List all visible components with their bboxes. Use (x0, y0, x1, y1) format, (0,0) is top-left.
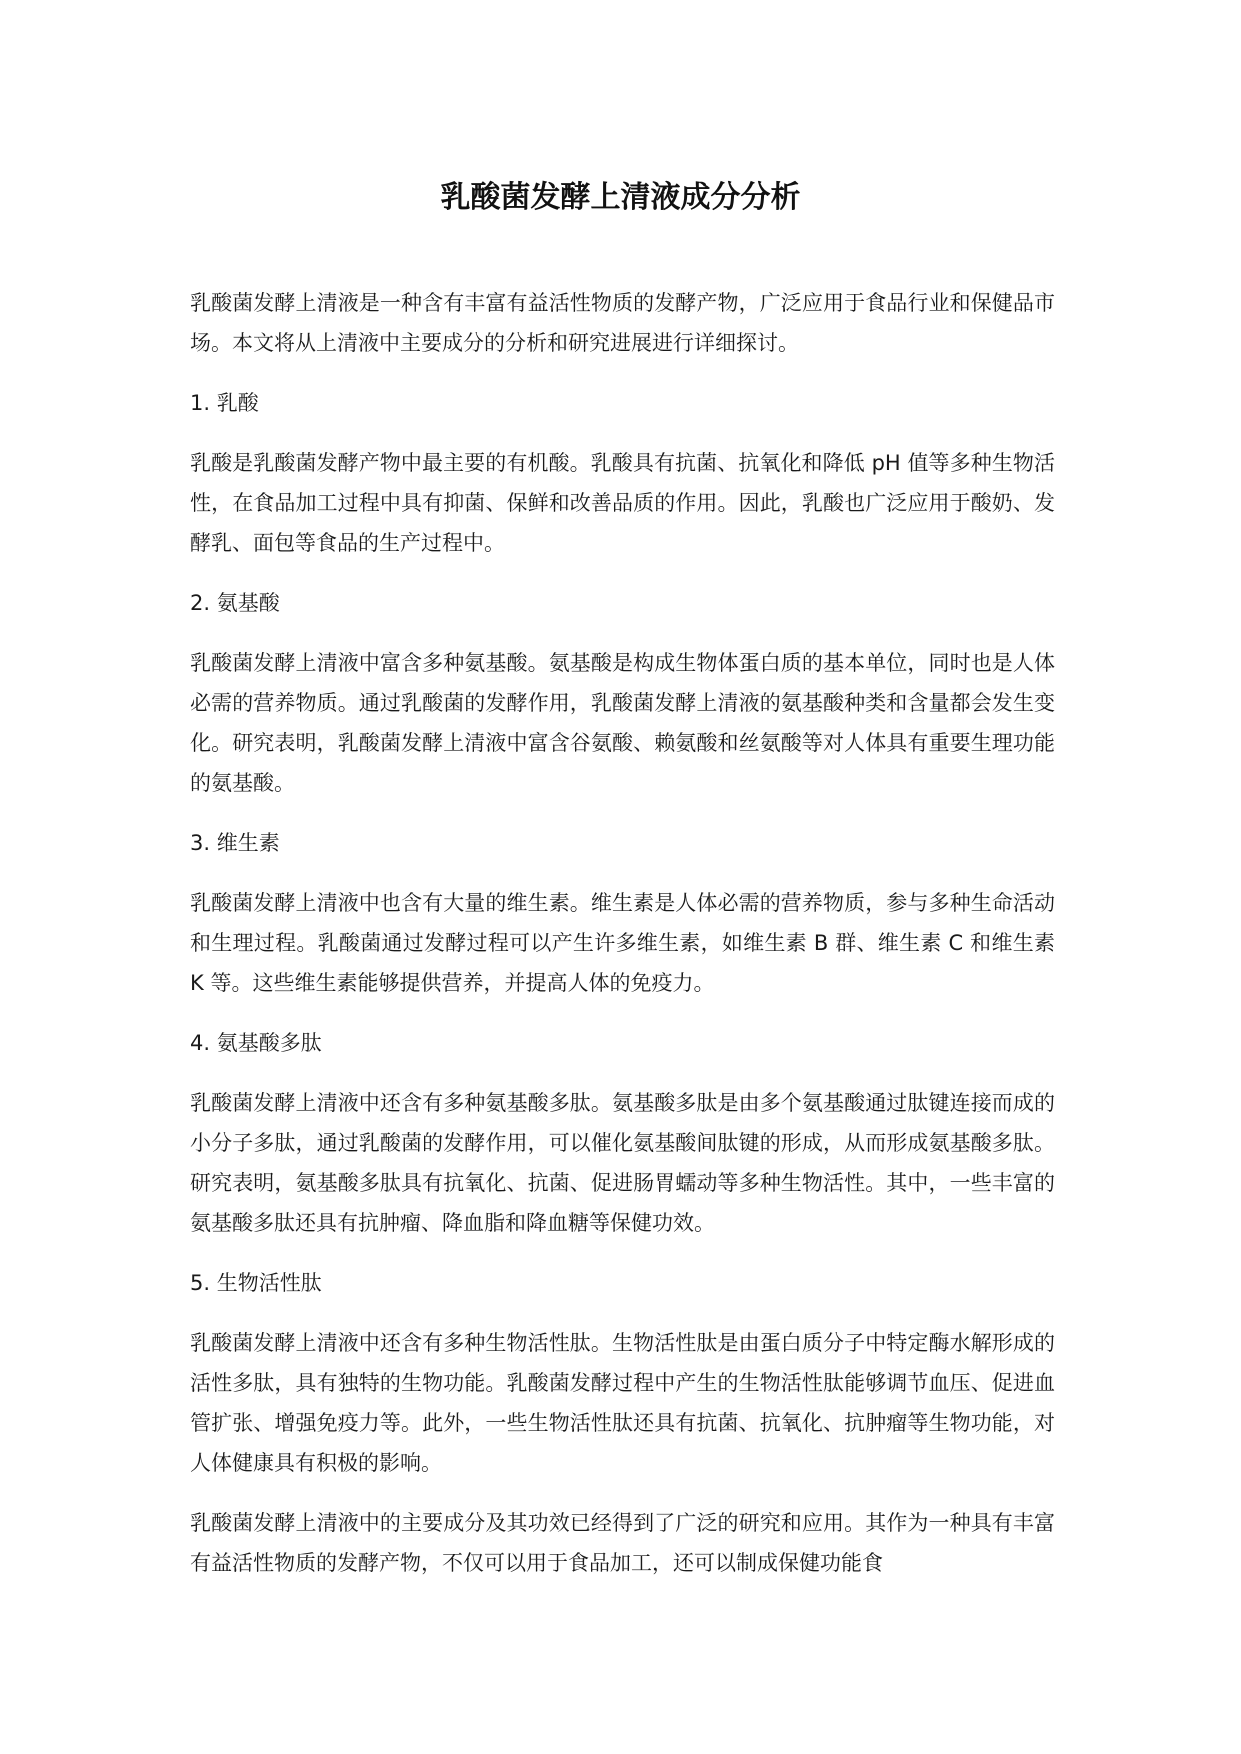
conclusion-paragraph: 乳酸菌发酵上清液中的主要成分及其功效已经得到了广泛的研究和应用。其作为一种具有丰富有益活性物质的发酵产物，不仅可以用于食品加工，还可以制成保健功能食 (190, 1511, 1055, 1575)
section-body-amino-acids: 乳酸菌发酵上清液中富含多种氨基酸。氨基酸是构成生物体蛋白质的基本单位，同时也是人体必需的营养物质。通过乳酸菌的发酵作用，乳酸菌发酵上清液的氨基酸种类和含量都会发生变化。研究表明，乳酸菌发酵上清液中富含谷氨酸、赖氨酸和丝氨酸等对人体具有重要生理功能的氨基酸。 (190, 651, 1055, 795)
section-heading-amino-acid-peptides: 4. 氨基酸多肽 (190, 1031, 322, 1055)
section-body-bioactive-peptides: 乳酸菌发酵上清液中还含有多种生物活性肽。生物活性肽是由蛋白质分子中特定酶水解形成的活性多肽，具有独特的生物功能。乳酸菌发酵过程中产生的生物活性肽能够调节血压、促进血管扩张、增强免疫力等。此外，一些生物活性肽还具有抗菌、抗氧化、抗肿瘤等生物功能，对人体健康具有积极的影响。 (190, 1331, 1055, 1475)
page-title: 乳酸菌发酵上清液成分分析 (440, 180, 801, 215)
section-heading-bioactive-peptides: 5. 生物活性肽 (190, 1271, 322, 1295)
section-body-amino-acid-peptides: 乳酸菌发酵上清液中还含有多种氨基酸多肽。氨基酸多肽是由多个氨基酸通过肽键连接而成的小分子多肽，通过乳酸菌的发酵作用，可以催化氨基酸间肽键的形成，从而形成氨基酸多肽。研究表明，氨基酸多肽具有抗氧化、抗菌、促进肠胃蠕动等多种生物活性。其中，一些丰富的氨基酸多肽还具有抗肿瘤、降血脂和降血糖等保健功效。 (190, 1091, 1055, 1235)
section-heading-amino-acids: 2. 氨基酸 (190, 591, 280, 615)
section-body-vitamins: 乳酸菌发酵上清液中也含有大量的维生素。维生素是人体必需的营养物质，参与多种生命活动和生理过程。乳酸菌通过发酵过程可以产生许多维生素，如维生素 B 群、维生素 C 和维生素 K 等。这些维生素能够提供营养，并提高人体的免疫力。 (190, 891, 1055, 995)
section-heading-vitamins: 3. 维生素 (190, 831, 280, 855)
document-body (190, 283, 1055, 1603)
section-heading-lactic-acid: 1. 乳酸 (190, 391, 259, 415)
intro-paragraph: 乳酸菌发酵上清液是一种含有丰富有益活性物质的发酵产物，广泛应用于食品行业和保健品市场。本文将从上清液中主要成分的分析和研究进展进行详细探讨。 (190, 291, 1055, 355)
section-body-lactic-acid: 乳酸是乳酸菌发酵产物中最主要的有机酸。乳酸具有抗菌、抗氧化和降低 pH 值等多种生物活性，在食品加工过程中具有抑菌、保鲜和改善品质的作用。因此，乳酸也广泛应用于酸奶、发酵乳、面包等食品的生产过程中。 (190, 451, 1055, 555)
